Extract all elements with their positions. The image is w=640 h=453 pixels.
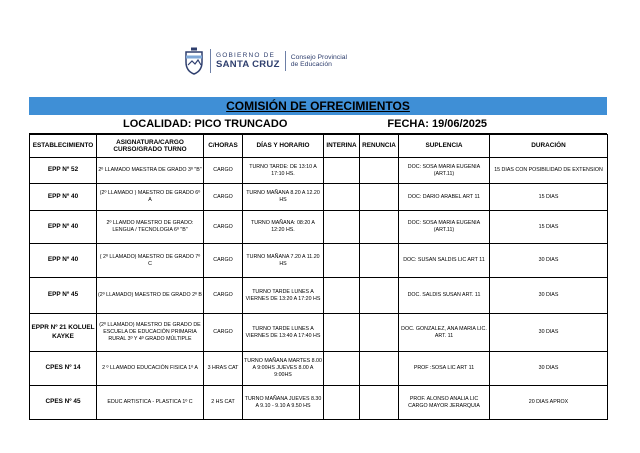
- cell-horas: CARGO: [204, 314, 243, 352]
- cell-suplencia: PROF :SOSA LIC ART 11: [399, 352, 490, 386]
- cell-suplencia: DOC. SALDIS SUSAN ART. 11: [399, 278, 490, 314]
- cell-establecimiento: CPES Nº 45: [30, 386, 97, 420]
- cell-duracion: 30 DIAS: [490, 244, 608, 278]
- cell-establecimiento: EPP Nº 40: [30, 244, 97, 278]
- cell-suplencia: DOC: SOSA MARIA EUGENIA (ART.11): [399, 211, 490, 244]
- cell-horas: CARGO: [204, 244, 243, 278]
- table-row: [30, 386, 608, 420]
- fecha: FECHA: 19/06/2025: [387, 118, 488, 130]
- offers-table: [29, 134, 608, 420]
- cell-horario: TURNO MAÑANA: 08:20 A 12:20 HS.: [243, 211, 324, 244]
- table-row: [30, 158, 608, 184]
- cell-renuncia: [360, 386, 399, 420]
- cell-suplencia: DOC: SOSA MARIA EUGENIA (ART.11): [399, 158, 490, 184]
- provincia-label: SANTA CRUZ: [216, 59, 280, 70]
- table-row: [30, 352, 608, 386]
- table-row: [30, 278, 608, 314]
- consejo-label-2: de Educación: [290, 61, 332, 68]
- localidad: LOCALIDAD: PICO TRUNCADO: [123, 118, 288, 130]
- cell-interina: [324, 184, 360, 211]
- cell-duracion: 30 DIAS: [490, 314, 608, 352]
- cell-suplencia: DOC: SUSAN SALDIS LIC ART 11: [399, 244, 490, 278]
- cell-asignatura: 2 º LLAMADO EDUCACIÓN FISICA 1º A: [97, 352, 204, 386]
- cell-renuncia: [360, 278, 399, 314]
- cell-duracion: 20 DIAS APROX: [490, 386, 608, 420]
- cell-renuncia: [360, 352, 399, 386]
- cell-horas: CARGO: [204, 278, 243, 314]
- cell-interina: [324, 244, 360, 278]
- cell-interina: [324, 386, 360, 420]
- cell-interina: [324, 158, 360, 184]
- cell-asignatura: EDUC ARTISTICA - PLASTICA 1º C: [97, 386, 204, 420]
- cell-interina: [324, 352, 360, 386]
- cell-horario: TURNO TARDE LUNES A VIERNES DE 13:20 A 17:20 HS: [243, 278, 324, 314]
- table-header-row: [30, 135, 608, 158]
- cell-establecimiento: EPP Nº 40: [30, 184, 97, 211]
- cell-duracion: 15 DIAS: [490, 211, 608, 244]
- coat-of-arms-icon: [183, 47, 205, 75]
- col-header: ASIGNATURA/CARGO CURSO/GRADO TURNO: [97, 135, 204, 158]
- col-header: ESTABLECIMIENTO: [30, 135, 97, 158]
- table-row: [30, 244, 608, 278]
- table-row: [30, 314, 608, 352]
- cell-horario: TURNO TARDE: DE 13:10 A 17:10 HS.: [243, 158, 324, 184]
- col-header: DÍAS Y HORARIO: [243, 135, 324, 158]
- cell-asignatura: 2º LLAMADO MAESTRA DE GRADO 3º "B": [97, 158, 204, 184]
- cell-asignatura: ( 2º LLAMADO) MAESTRO DE GRADO 7º C: [97, 244, 204, 278]
- page-title: COMISIÓN DE OFRECIMIENTOS: [226, 99, 410, 113]
- gobierno-logo: [183, 46, 347, 76]
- cell-asignatura: (2º LLAMADO) MAESTRO DE GRADO DE ESCUELA DE EDUCACIÓN PRIMARIA RURAL 3º Y 4º GRADO MÚLTIPLE: [97, 314, 204, 352]
- cell-establecimiento: EPPR Nº 21 KOLUEL KAYKE: [30, 314, 97, 352]
- cell-renuncia: [360, 184, 399, 211]
- table-row: [30, 211, 608, 244]
- cell-interina: [324, 314, 360, 352]
- cell-horas: 3 HRAS CAT: [204, 352, 243, 386]
- col-header: RENUNCIA: [360, 135, 399, 158]
- col-header: INTERINA: [324, 135, 360, 158]
- cell-renuncia: [360, 244, 399, 278]
- cell-establecimiento: EPP Nº 52: [30, 158, 97, 184]
- cell-horario: TURNO MAÑANA 8.20 A 12.20 HS: [243, 184, 324, 211]
- cell-horas: CARGO: [204, 158, 243, 184]
- cell-asignatura: 2º LLAMDO MAESTRO DE GRADO: LENGUA / TECNOLOGIA 6º "B": [97, 211, 204, 244]
- cell-horario: TURNO MAÑANA 7.20 A 11.20 HS: [243, 244, 324, 278]
- cell-duracion: 30 DIAS: [490, 278, 608, 314]
- document: [29, 97, 607, 420]
- cell-horario: TURNO TARDE LUNES A VIERNES DE 13:40 A 17:40 HS: [243, 314, 324, 352]
- cell-suplencia: DOC: DARIO ARABEL ART 11: [399, 184, 490, 211]
- table-row: [30, 184, 608, 211]
- cell-renuncia: [360, 314, 399, 352]
- cell-duracion: 30 DIAS: [490, 352, 608, 386]
- cell-horas: CARGO: [204, 211, 243, 244]
- cell-establecimiento: EPP Nº 40: [30, 211, 97, 244]
- consejo-label-1: Consejo Provincial: [290, 53, 347, 61]
- cell-asignatura: (2º LLAMADO ) MAESTRO DE GRADO 6º A: [97, 184, 204, 211]
- gobierno-label: GOBIERNO DE: [216, 51, 276, 59]
- cell-horario: TURNO MAÑANA MARTES 8.00 A 9:00HS JUEVES 8.00 A 9:00HS: [243, 352, 324, 386]
- cell-interina: [324, 278, 360, 314]
- cell-establecimiento: EPP Nº 45: [30, 278, 97, 314]
- cell-horas: 2 HS CAT: [204, 386, 243, 420]
- cell-duracion: 15 DIAS CON POSIBILIDAD DE EXTENSION: [490, 158, 608, 184]
- cell-suplencia: PROF. ALONSO ANALIA LIC CARGO MAYOR JERARQUIA: [399, 386, 490, 420]
- cell-horario: TURNO MAÑANA JUEVES 8.30 A 9.10 - 9.10 A 9.50 HS: [243, 386, 324, 420]
- subheader: [29, 115, 607, 134]
- title-bar: [29, 97, 607, 115]
- col-header: C/HORAS: [204, 135, 243, 158]
- cell-duracion: 15 DIAS: [490, 184, 608, 211]
- cell-interina: [324, 211, 360, 244]
- cell-establecimiento: CPES Nº 14: [30, 352, 97, 386]
- cell-horas: CARGO: [204, 184, 243, 211]
- cell-asignatura: (2º LLAMADO) MAESTRO DE GRADO 2º B: [97, 278, 204, 314]
- cell-suplencia: DOC. GONZALEZ, ANA MARIA LIC. ART. 11: [399, 314, 490, 352]
- cell-renuncia: [360, 211, 399, 244]
- cell-renuncia: [360, 158, 399, 184]
- col-header: DURACIÓN: [490, 135, 608, 158]
- col-header: SUPLENCIA: [399, 135, 490, 158]
